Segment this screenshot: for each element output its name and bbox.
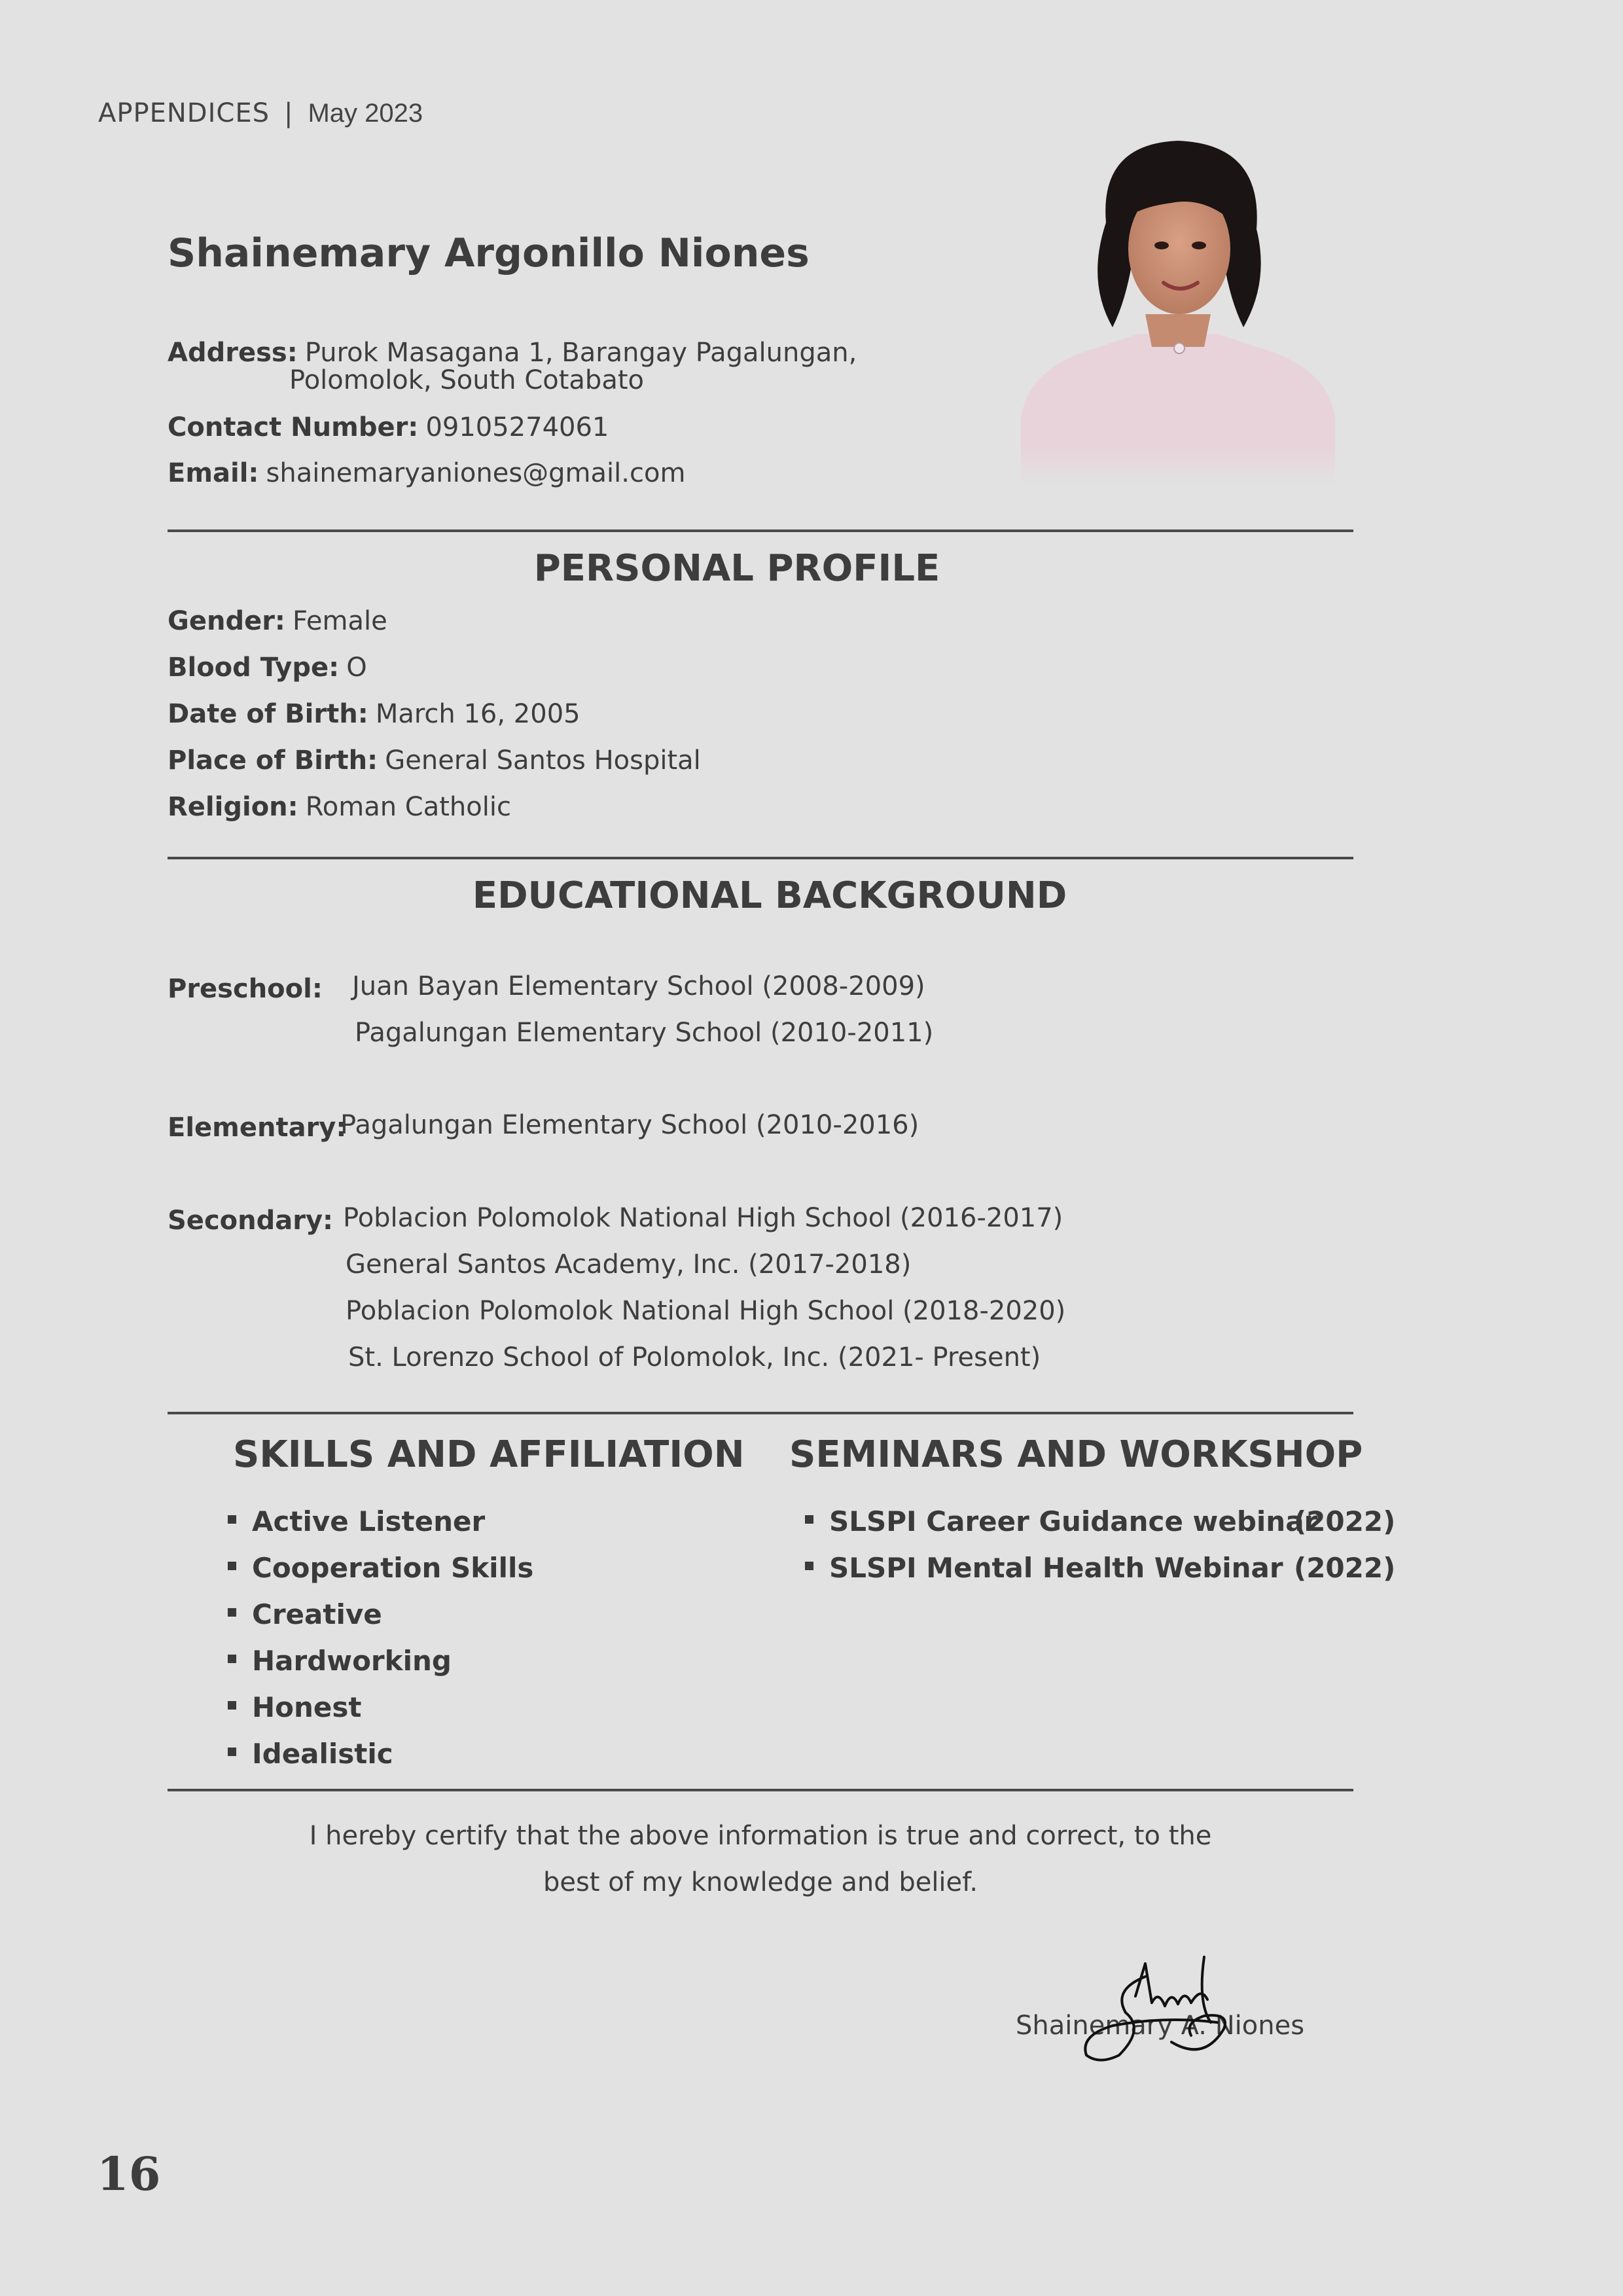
dob-row bbox=[168, 699, 580, 729]
email-row bbox=[168, 458, 685, 488]
list-item: Hardworking bbox=[228, 1645, 533, 1691]
secondary-school: Poblacion Polomolok National High School (2016-2017) bbox=[343, 1203, 1063, 1233]
preschool-school: Juan Bayan Elementary School (2008-2009) bbox=[352, 971, 925, 1001]
certification-statement bbox=[168, 1813, 1353, 1906]
blood-type-label: Blood Type: bbox=[168, 653, 340, 683]
email-label: Email: bbox=[168, 458, 259, 488]
pob-label: Place of Birth: bbox=[168, 745, 378, 776]
bullet-icon bbox=[228, 1655, 236, 1663]
blood-type-row bbox=[168, 653, 367, 683]
list-item: Honest bbox=[228, 1691, 533, 1738]
divider-1 bbox=[168, 529, 1353, 532]
dob-label: Date of Birth: bbox=[168, 699, 368, 729]
skills-title: SKILLS AND AFFILIATION bbox=[233, 1433, 745, 1476]
list-item: Cooperation Skills bbox=[228, 1552, 533, 1598]
personal-profile-title: PERSONAL PROFILE bbox=[533, 547, 940, 590]
gender-label: Gender: bbox=[168, 606, 285, 636]
blood-type-value: O bbox=[346, 653, 367, 683]
divider-4 bbox=[168, 1789, 1353, 1791]
divider-3 bbox=[168, 1412, 1353, 1414]
header-separator: | bbox=[284, 98, 294, 128]
seminars-list bbox=[805, 1505, 1395, 1598]
list-item: Idealistic bbox=[228, 1738, 533, 1784]
secondary-label: Secondary: bbox=[168, 1206, 334, 1236]
list-item: SLSPI Mental Health Webinar (2022) bbox=[805, 1552, 1395, 1598]
preschool-label: Preschool: bbox=[168, 974, 323, 1004]
bullet-icon bbox=[228, 1515, 236, 1524]
bullet-icon bbox=[228, 1608, 236, 1617]
address-label: Address: bbox=[168, 338, 298, 368]
phone-value: 09105274061 bbox=[425, 412, 609, 442]
bullet-icon bbox=[228, 1748, 236, 1756]
full-name: Shainemary Argonillo Niones bbox=[168, 230, 810, 276]
page-number: 16 bbox=[97, 2147, 161, 2201]
education-title: EDUCATIONAL BACKGROUND bbox=[472, 874, 1067, 917]
pob-value: General Santos Hospital bbox=[385, 745, 701, 776]
certification-line: best of my knowledge and belief. bbox=[543, 1867, 978, 1897]
elementary-school: Pagalungan Elementary School (2010-2016) bbox=[340, 1110, 919, 1140]
page-header bbox=[98, 98, 423, 128]
bullet-icon bbox=[228, 1701, 236, 1710]
bullet-icon bbox=[805, 1515, 813, 1524]
signature-scribble bbox=[1073, 1950, 1270, 2075]
skills-list bbox=[228, 1505, 533, 1784]
address-row bbox=[168, 338, 857, 368]
dob-value: March 16, 2005 bbox=[375, 699, 580, 729]
secondary-school: Poblacion Polomolok National High School (2018-2020) bbox=[346, 1296, 1066, 1326]
seminars-title: SEMINARS AND WORKSHOP bbox=[789, 1433, 1363, 1476]
phone-row bbox=[168, 412, 609, 442]
certification-line: I hereby certify that the above information is true and correct, to the bbox=[309, 1821, 1212, 1851]
profile-photo bbox=[1008, 131, 1348, 484]
preschool-school: Pagalungan Elementary School (2010-2011) bbox=[355, 1018, 934, 1048]
email-value: shainemaryaniones@gmail.com bbox=[266, 458, 686, 488]
religion-row bbox=[168, 792, 511, 822]
address-line1: Purok Masagana 1, Barangay Pagalungan, bbox=[304, 338, 857, 368]
religion-value: Roman Catholic bbox=[305, 792, 511, 822]
phone-label: Contact Number: bbox=[168, 412, 419, 442]
header-section: APPENDICES bbox=[98, 98, 270, 128]
gender-row bbox=[168, 606, 387, 636]
secondary-school: St. Lorenzo School of Polomolok, Inc. (2021- Present) bbox=[348, 1342, 1041, 1372]
address-line2: Polomolok, South Cotabato bbox=[289, 365, 644, 395]
header-date: May 2023 bbox=[308, 99, 423, 128]
bullet-icon bbox=[228, 1562, 236, 1570]
list-item: SLSPI Career Guidance webinar(2022) bbox=[805, 1505, 1395, 1552]
list-item: Creative bbox=[228, 1598, 533, 1645]
pob-row bbox=[168, 745, 701, 776]
bullet-icon bbox=[805, 1562, 813, 1570]
gender-value: Female bbox=[293, 606, 387, 636]
secondary-school: General Santos Academy, Inc. (2017-2018) bbox=[346, 1249, 912, 1280]
elementary-label: Elementary: bbox=[168, 1113, 347, 1143]
religion-label: Religion: bbox=[168, 792, 298, 822]
divider-2 bbox=[168, 857, 1353, 859]
signature-name: Shainemary A. Niones bbox=[1016, 2011, 1305, 2041]
list-item: Active Listener bbox=[228, 1505, 533, 1552]
